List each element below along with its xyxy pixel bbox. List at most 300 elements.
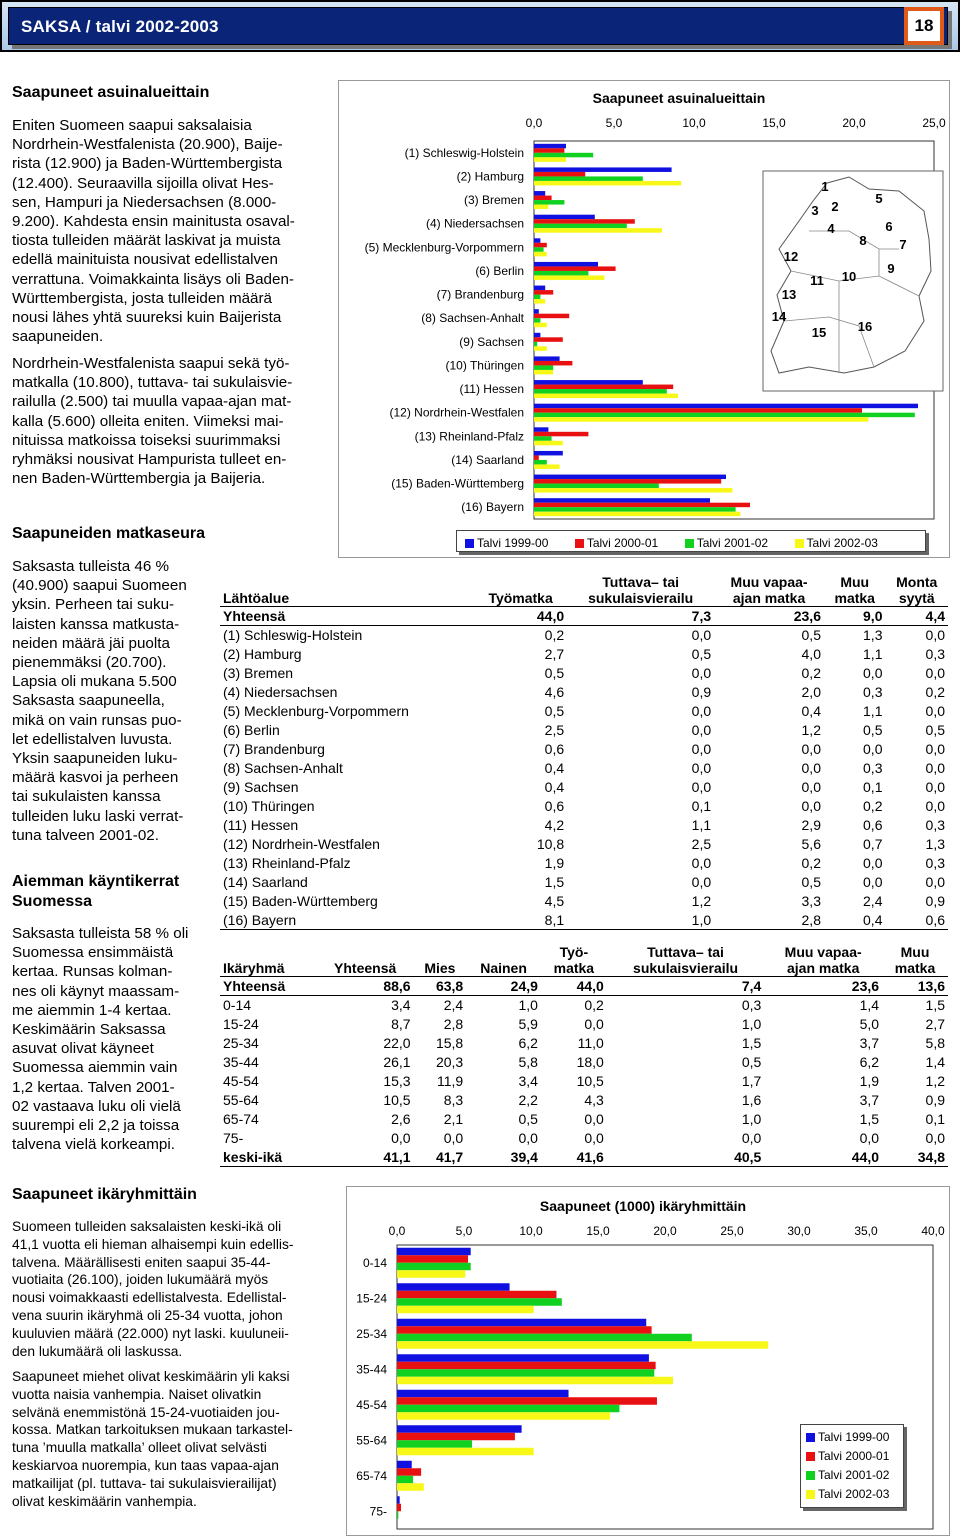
bar [397,1326,652,1334]
companions-paragraph [12,557,212,845]
table-cell: (4) Niedersachsen [223,684,338,700]
bar [397,1354,649,1362]
table-cell: (6) Berlin [223,722,280,738]
header-line: Muu [840,574,870,590]
bar [397,1511,398,1519]
text-line: Nordrhein-Westfalenista (20.900), Baije- [12,136,283,154]
text-line: (12.400). Seuraavilla sijoilla olivat Hes- [12,174,274,192]
bar [534,512,740,517]
table-row [220,721,948,740]
table-row [220,977,948,996]
bar [534,157,566,162]
table-cell: 6,2 [518,1035,538,1051]
text-line: nes oli käynyt maassam- [12,982,180,1000]
bar [534,224,627,229]
category-label: (6) Berlin [475,263,524,278]
heading-line: Aiemman käyntikerrat [12,873,180,890]
table-row [220,1148,948,1167]
table-cell: 0,4 [544,760,565,776]
table-cell: 0,1 [863,779,883,795]
table-row [220,778,948,797]
bar [397,1412,610,1420]
map-region-number: 13 [781,287,797,302]
header-line: Muu vapaa- [730,574,808,590]
bar [534,266,616,271]
table-cell: 75- [223,1130,244,1146]
x-tick-label: 25,0 [720,1224,744,1238]
table-cell: 7,3 [567,607,714,626]
bar [534,286,545,291]
category-label: (10) Thüringen [445,358,524,373]
text-line: saapuneiden. [12,328,104,346]
map-region-number: 6 [885,219,893,234]
table-cell: 13,6 [882,977,948,996]
x-tick-label: 40,0 [921,1224,945,1238]
header-line: matka [894,960,936,976]
table-row [220,1129,948,1148]
text-line: asuvat olivat käyneet [12,1040,154,1058]
table-cell: 0,0 [584,1016,604,1032]
text-line: railulla (2.500) tai muulla vapaa-ajan mat- [12,393,292,411]
table-row [220,626,948,645]
bar [397,1433,515,1441]
table-row [220,683,948,702]
table-cell: 0,0 [691,741,712,757]
table-cell: 40,5 [607,1148,765,1167]
table-row [220,996,948,1015]
category-label: 25-34 [356,1326,387,1341]
chart-title: Saapuneet asuinalueittain [592,90,766,106]
bar [397,1255,468,1263]
table-cell: keski-ikä [220,1148,317,1167]
table-cell: 2,8 [714,911,824,930]
table-cell: 0,0 [863,874,883,890]
table-cell: 4,0 [801,646,821,662]
table-cell: 8,1 [474,911,567,930]
bar [534,275,604,280]
table-cell: 0,0 [925,798,945,814]
category-label: (3) Bremen [463,193,524,208]
text-line: Keskimäärin Saksassa [12,1021,166,1039]
x-tick-label: 20,0 [842,116,866,130]
table-cell: 11,9 [436,1073,464,1089]
bar [397,1468,421,1476]
table-cell: 1,6 [741,1092,762,1108]
table-cell: 10,8 [536,836,565,852]
text-line: keskiarvoa nuorempia, kun taas vapaa-ajan [12,1457,279,1473]
header-line [417,944,464,960]
table-cell: 0,2 [801,855,821,871]
text-line: Saksasta saapuneella, [12,692,165,710]
table-cell: 44,0 [474,607,567,626]
map-region-number: 3 [811,203,819,218]
bar [534,427,548,432]
header-line: Mies [424,960,456,976]
table-cell: 0,1 [925,1111,945,1127]
table-cell: 0,5 [801,627,821,644]
legend-item [575,536,658,550]
text-line: laisten kanssa matkusta- [12,615,180,633]
bar [534,404,918,409]
table-cell: 2,0 [801,684,821,700]
bar [534,153,593,158]
table-row [220,702,948,721]
table-cell: 9,0 [824,607,886,626]
bar [534,262,598,267]
header-line: Lähtöalue [223,590,290,606]
table-cell: 20,3 [435,1054,464,1070]
bar [397,1483,424,1491]
table-cell: 0,0 [925,1130,945,1146]
table-cell: 5,8 [925,1035,945,1051]
table-cell: 0,0 [801,798,821,814]
x-tick-label: 10,0 [519,1224,543,1238]
table-row [220,854,948,873]
table-cell: 1,5 [544,874,565,890]
header-line: Tuttava– tai [602,574,680,590]
text-line: Württembergista, josta tulleiden määrä [12,289,272,307]
category-label: (8) Sachsen-Anhalt [421,311,524,326]
bar [534,417,868,422]
table-cell: 41,1 [317,1148,414,1167]
x-tick-label: 15,0 [586,1224,610,1238]
bar [534,219,635,224]
table-cell: 0,0 [691,760,712,776]
table-cell: 1,0 [567,911,714,930]
text-line: kertaa. Runsas kolman- [12,963,173,981]
table-cell: 1,3 [863,627,883,644]
table-row [220,740,948,759]
table-cell: 0,0 [518,1130,538,1146]
table-header-row [220,574,948,607]
table-cell: 8,3 [443,1092,464,1108]
table-cell: 0,0 [863,741,883,757]
region-chart-legend [456,530,926,552]
category-label: (12) Nordrhein-Westfalen [389,405,524,420]
bar [534,176,643,181]
table-cell: 7,4 [607,977,765,996]
table-cell: (13) Rheinland-Pfalz [223,855,351,871]
header-bar [8,7,948,45]
bar [397,1248,471,1256]
table-row [220,816,948,835]
table-cell: 0,0 [925,703,945,719]
table-cell: 0,3 [925,646,945,662]
table-row [220,911,948,930]
table-cell: 0,0 [584,1130,604,1146]
table-cell: 55-64 [223,1092,259,1108]
table-cell: 0-14 [223,997,252,1014]
table-cell: 0,0 [863,855,883,871]
text-line: Suomeen tulleiden saksalaisten keski-ikä oli [12,1219,282,1234]
bar [534,299,545,304]
category-label: 35-44 [356,1362,387,1377]
table-cell: 0,1 [691,798,712,814]
header-line [223,944,314,960]
bar [534,309,539,314]
table-row [220,797,948,816]
category-label: (1) Schleswig-Holstein [404,145,524,160]
table-cell: 6,2 [859,1054,880,1070]
table-cell: 0,0 [443,1130,464,1146]
category-label: (11) Hessen [459,382,524,397]
header-line: syytä [898,590,935,606]
table-cell: 1,2 [691,893,712,909]
table-cell: 0,0 [925,627,945,644]
bar [534,365,553,370]
legend-swatch [795,539,804,548]
age-paragraph-1 [12,1218,342,1360]
text-line: vuotiaita (26.100), joiden lukumäärä myös [12,1272,269,1288]
bar [534,441,563,446]
bar [397,1319,646,1327]
table-cell: 0,2 [584,997,604,1014]
bar [534,385,673,390]
table-cell: 2,7 [544,646,565,662]
table-cell: 25-34 [223,1035,259,1051]
table-row [220,835,948,854]
bar [534,464,560,469]
table-cell: 0,0 [691,722,712,738]
column-header [474,574,567,607]
header-line: matka [834,590,875,606]
age-purpose-table [220,944,948,1167]
table-cell: 0,3 [925,817,945,833]
table-cell: 0,2 [863,798,883,814]
table-cell: 1,5 [741,1035,762,1051]
bar [534,488,732,493]
header-line [223,574,471,590]
table-cell: 4,5 [544,893,565,909]
table-cell: 0,2 [925,684,945,700]
text-line: 1,2 kertaa. Talven 2001- [12,1078,175,1096]
header-line: Monta [896,574,938,590]
table-cell: 0,0 [801,741,821,757]
map-region-number: 12 [783,249,799,264]
map-region-number: 11 [810,273,824,288]
table-cell: 39,4 [466,1148,541,1167]
bar [534,191,545,196]
table-cell: 0,0 [691,627,712,644]
page-header [0,0,960,52]
legend-label: Talvi 2001-02 [696,536,769,550]
residential-paragraph-2 [12,354,332,488]
heading-age-groups: Saapuneet ikäryhmittäin [12,1186,197,1203]
legend-item [795,536,878,550]
table-cell: 0,0 [691,703,712,719]
text-line: sen, Hampuri ja Niedersachsen (8.000- [12,193,277,211]
table-row [220,1034,948,1053]
text-line: suurempi eli 2,2 ja toissa [12,1117,180,1135]
bar [534,475,726,480]
table-cell: 2,5 [691,836,712,852]
category-label: (2) Hamburg [456,169,524,184]
category-label: (16) Bayern [461,500,524,515]
table-cell: 44,0 [541,977,607,996]
residential-paragraph-1 [12,116,332,346]
text-line: Suomessa ensimmäistä [12,944,174,962]
table-cell: 41,6 [541,1148,607,1167]
legend-label: Talvi 2001-02 [818,1468,890,1482]
table-cell: 0,0 [801,760,821,776]
map-region-number: 2 [831,199,839,214]
bar [534,323,547,328]
table-cell: 0,2 [801,665,821,681]
table-cell: 0,6 [863,817,883,833]
legend-label: Talvi 2000-01 [818,1449,890,1463]
legend-label: Talvi 2002-03 [806,536,878,550]
table-cell: 34,8 [882,1148,948,1167]
column-header [567,574,714,607]
text-line: talvena vielä korkeampi. [12,1136,175,1154]
text-line: matkailijat (pl. tuttava- tai sukulaisvierailijat) [12,1475,277,1491]
table-cell: 0,6 [544,741,565,757]
table-cell: 0,5 [741,1054,762,1070]
bar [534,394,678,399]
table-cell: 0,0 [863,665,883,681]
legend-label: Talvi 1999-00 [818,1430,890,1444]
text-line: nen Baden-Württembergia ja Baijeria. [12,470,266,488]
table-cell: 0,9 [691,684,712,700]
text-line: (40.900) saapui Suomeen [12,577,187,595]
table-cell: 2,7 [925,1016,945,1032]
table-cell: 3,4 [518,1073,538,1089]
table-cell: 1,2 [801,722,821,738]
x-tick-label: 10,0 [682,116,706,130]
legend-swatch [806,1433,815,1442]
bar [397,1291,556,1299]
text-line: tuna ’muulla matkalla’ olleet olivat selvästi [12,1440,267,1456]
table-cell: 1,2 [925,1073,945,1089]
region-purpose-table [220,574,948,930]
table-cell: 0,3 [741,997,762,1014]
bar [397,1362,656,1370]
table-cell: (15) Baden-Württemberg [223,893,378,909]
table-cell: Yhteensä [220,977,317,996]
table-header-row [220,944,948,977]
map-region-number: 14 [771,309,787,324]
text-line: Saksasta tulleista 46 % [12,558,170,575]
table-cell: 18,0 [576,1054,604,1070]
text-line: tai sukulaisten kanssa [12,788,161,806]
header-line: Muu vapaa- [784,944,862,960]
bar [534,243,547,248]
age-paragraph-2 [12,1368,342,1510]
text-line: tuna talveen 2001-02. [12,826,159,844]
column-header [824,574,886,607]
header-line: ajan matka [732,590,806,606]
legend-label: Talvi 1999-00 [477,536,549,550]
table-cell: 2,4 [443,997,464,1014]
table-cell: 0,0 [691,855,712,871]
table-cell: (9) Sachsen [223,779,299,795]
text-line: matkalla (10.800), tuttava- tai sukulaisvie- [12,374,293,392]
table-cell: 1,5 [859,1111,880,1127]
bar [534,228,662,233]
table-cell: 0,0 [925,760,945,776]
header-line: sukulaisvierailu [588,590,694,606]
table-cell: 0,4 [824,911,886,930]
header-line [320,944,411,960]
table-cell: 1,1 [863,646,883,662]
bar [397,1405,619,1413]
text-line: edellä mainituista nousivat edellistalven [12,251,278,269]
table-cell: 26,1 [383,1054,411,1070]
chart-title: Saapuneet (1000) ikäryhmittäin [539,1198,747,1214]
category-label: (7) Brandenburg [436,287,524,302]
table-cell: (3) Bremen [223,665,294,681]
table-cell: 0,5 [863,722,883,738]
bar [397,1448,534,1456]
text-line: kossa. Matkan tarkoituksen mukaan tarkastel- [12,1422,293,1438]
table-row [220,645,948,664]
category-label: 75- [369,1504,387,1519]
table-cell: 15,8 [435,1035,464,1051]
table-cell: (12) Nordrhein-Westfalen [223,836,380,852]
region-bar-chart [339,81,951,559]
text-line: Saapuneet miehet olivat keskimäärin yli kaksi [12,1369,290,1384]
text-line: määrä kasvoi ja perheen [12,769,179,787]
text-line: mikä on vain runsas puo- [12,711,182,729]
table-cell: 0,9 [925,1092,945,1108]
bar [534,484,659,489]
table-cell: 3,7 [859,1092,880,1108]
text-line: vuotta naisia vanhempia. Naiset olivatkin [12,1386,262,1402]
table-row [220,1015,948,1034]
table-cell: 0,2 [544,627,565,644]
header-line: matka [553,960,595,976]
bar [534,380,643,385]
x-tick-label: 25,0 [922,116,946,130]
bar [397,1440,472,1448]
table-row [220,664,948,683]
map-region-number: 5 [875,191,883,206]
text-line: tulleiden luku laski verrat- [12,807,184,825]
bar [534,436,552,441]
category-label: 65-74 [356,1468,387,1483]
text-line: talvena. Määrällisesti eniten saapui 35-44- [12,1254,271,1270]
column-header [882,944,948,977]
bar [534,333,540,338]
bar [534,200,564,205]
table-cell: (2) Hamburg [223,646,302,662]
table-cell: 44,0 [764,1148,882,1167]
bar [397,1298,562,1306]
bar [534,181,681,186]
table-cell: 24,9 [466,977,541,996]
map-region-number: 9 [887,261,895,276]
table-cell: 3,4 [391,997,411,1014]
category-label: (15) Baden-Württemberg [391,476,524,491]
map-region-number: 8 [859,233,867,248]
legend-swatch [465,539,474,548]
column-header [220,574,474,607]
table-cell: 3,7 [859,1035,880,1051]
bar [534,460,547,465]
text-line: Yksin saapuneiden luku- [12,750,178,768]
heading-line: Suomessa [12,893,93,910]
text-line: yksin. Perheen tai suku- [12,596,175,614]
category-label: (13) Rheinland-Pfalz [414,429,524,444]
category-label: 15-24 [356,1291,387,1306]
germany-map-inset [763,171,943,391]
bar [397,1306,534,1314]
map-region-number: 15 [811,325,827,340]
legend-swatch [806,1452,815,1461]
table-cell: 5,9 [518,1016,538,1032]
header-title: SAKSA / talvi 2002-2003 [21,17,219,36]
table-cell: 11,0 [577,1035,604,1051]
